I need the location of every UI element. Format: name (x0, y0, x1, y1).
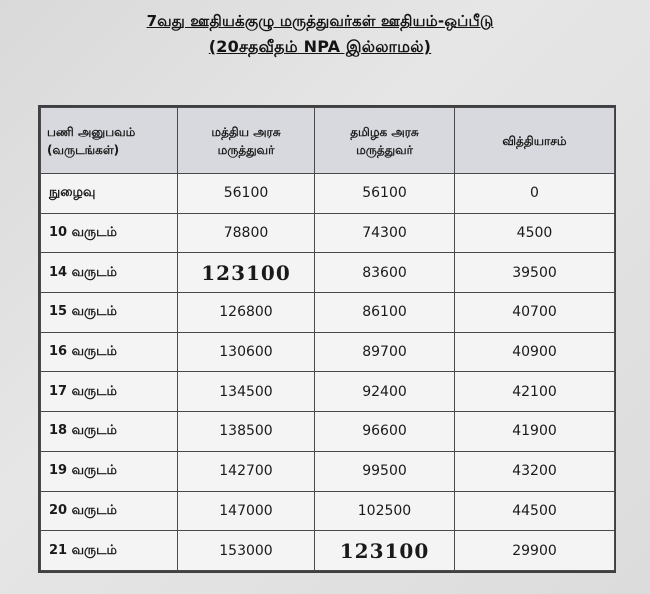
table-row (41, 531, 615, 571)
table-row (41, 412, 615, 452)
header-central-doctor: மத்திய அரசு மருத்துவர் (178, 108, 315, 174)
table-row (41, 372, 615, 412)
cell-difference: 44500 (455, 491, 615, 531)
cell-experience: 21 வருடம் (41, 531, 178, 571)
table-row (41, 253, 615, 293)
table-row (41, 174, 615, 214)
cell-state: 96600 (315, 412, 455, 452)
cell-difference: 0 (455, 174, 615, 214)
cell-experience: 16 வருடம் (41, 332, 178, 372)
document-title (110, 8, 530, 60)
cell-difference: 40700 (455, 293, 615, 333)
title-line-1: 7வது ஊதியக்குழு மருத்துவர்கள் ஊதியம்-ஒப்பீடு (146, 12, 494, 30)
salary-comparison-table (40, 107, 615, 571)
cell-difference: 42100 (455, 372, 615, 412)
cell-central: 142700 (178, 451, 315, 491)
cell-difference: 39500 (455, 253, 615, 293)
cell-difference: 4500 (455, 213, 615, 253)
cell-experience: 19 வருடம் (41, 451, 178, 491)
cell-experience: நுழைவு (41, 174, 178, 214)
cell-experience: 20 வருடம் (41, 491, 178, 531)
table-row (41, 451, 615, 491)
cell-experience: 18 வருடம் (41, 412, 178, 452)
cell-state-highlight: 123100 (315, 531, 455, 571)
cell-state: 56100 (315, 174, 455, 214)
cell-central: 134500 (178, 372, 315, 412)
cell-central: 147000 (178, 491, 315, 531)
title-line-2: (20சதவீதம் NPA இல்லாமல்) (208, 37, 432, 56)
salary-comparison-table-container (40, 107, 614, 571)
cell-central: 138500 (178, 412, 315, 452)
cell-state: 83600 (315, 253, 455, 293)
table-row (41, 491, 615, 531)
cell-central: 56100 (178, 174, 315, 214)
header-state-doctor: தமிழக அரசு மருத்துவர் (315, 108, 455, 174)
cell-experience: 14 வருடம் (41, 253, 178, 293)
cell-experience: 10 வருடம் (41, 213, 178, 253)
table-row (41, 332, 615, 372)
header-difference: வித்தியாசம் (455, 108, 615, 174)
cell-state: 92400 (315, 372, 455, 412)
table-row (41, 293, 615, 333)
cell-central: 153000 (178, 531, 315, 571)
cell-difference: 40900 (455, 332, 615, 372)
cell-central: 130600 (178, 332, 315, 372)
table-header-row (41, 108, 615, 174)
table-row (41, 213, 615, 253)
header-experience: பணி அனுபவம் (வருடங்கள்) (41, 108, 178, 174)
cell-difference: 41900 (455, 412, 615, 452)
cell-experience: 17 வருடம் (41, 372, 178, 412)
cell-state: 86100 (315, 293, 455, 333)
cell-experience: 15 வருடம் (41, 293, 178, 333)
cell-central: 78800 (178, 213, 315, 253)
cell-central-highlight: 123100 (178, 253, 315, 293)
cell-difference: 43200 (455, 451, 615, 491)
cell-difference: 29900 (455, 531, 615, 571)
cell-central: 126800 (178, 293, 315, 333)
cell-state: 89700 (315, 332, 455, 372)
cell-state: 102500 (315, 491, 455, 531)
cell-state: 99500 (315, 451, 455, 491)
cell-state: 74300 (315, 213, 455, 253)
